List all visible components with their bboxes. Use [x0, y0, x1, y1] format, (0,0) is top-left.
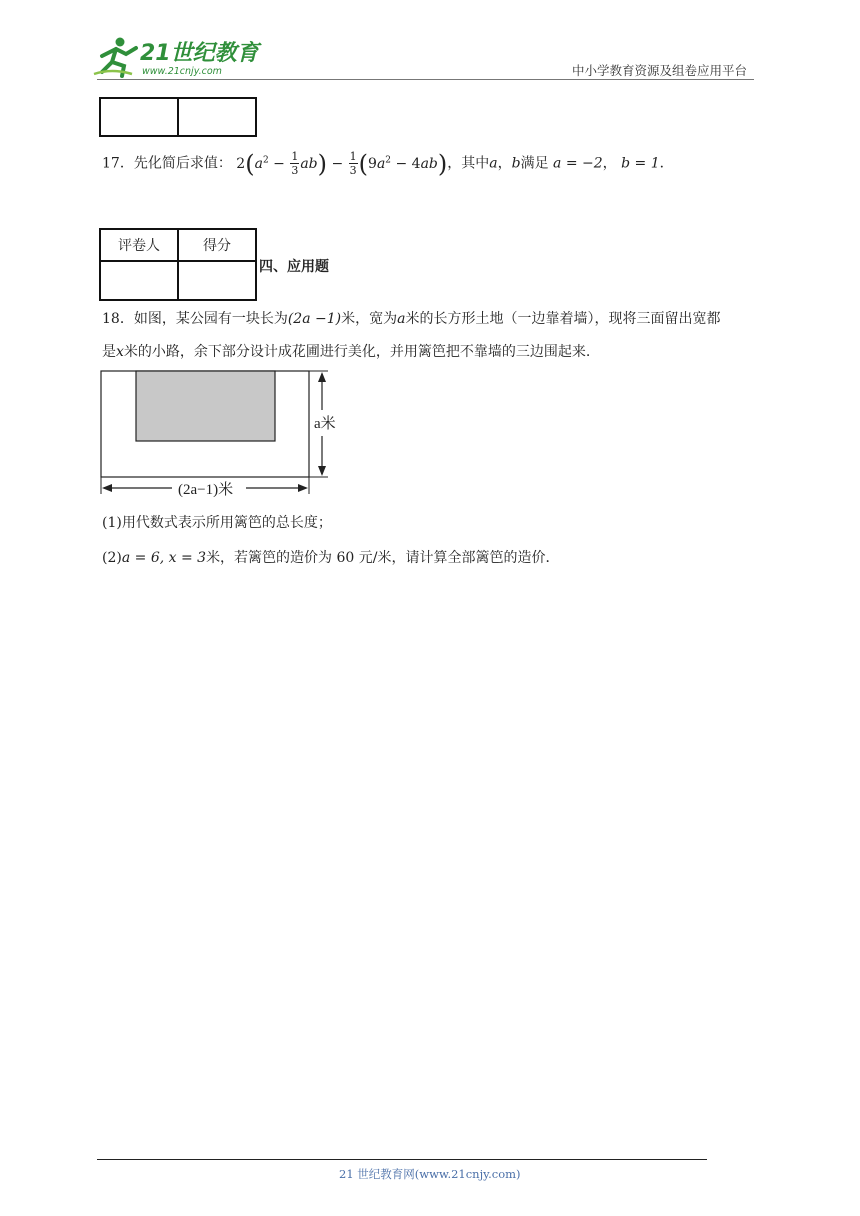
q17-satisfy: 满足: [520, 155, 549, 172]
q18-width-var: a: [397, 311, 406, 327]
q18-part-2-label: (2): [102, 550, 122, 566]
q17-prompt: 先化简后求值：: [133, 155, 232, 172]
flower-bed: [136, 371, 275, 441]
score-header: 得分: [178, 229, 256, 261]
logo-text: 21世纪教育: [140, 41, 259, 66]
grader-header: 评卷人: [100, 229, 178, 261]
q17-number: 17．: [102, 155, 134, 172]
grader-score-table: [99, 228, 257, 301]
empty-cell-2: [178, 98, 256, 136]
logo-url: www.21cnjy.com: [142, 66, 222, 77]
platform-name: 中小学教育资源及组卷应用平台: [572, 63, 748, 78]
q17-var-a: a: [489, 155, 498, 172]
q18-line-1: [102, 308, 720, 328]
q18-path-var: x: [116, 344, 124, 360]
q18-text-d: 是: [102, 344, 116, 360]
q17-cond-a: a = −2: [553, 155, 603, 172]
q18-part-1: (1)用代数式表示所用篱笆的总长度；: [102, 515, 332, 531]
q18-part-2: [102, 547, 560, 567]
header-divider: [97, 79, 754, 80]
score-cell: [178, 261, 256, 300]
arrow-down-icon: [318, 466, 326, 476]
empty-cell-1: [100, 98, 178, 136]
q18-text-c: 米的长方形土地（一边靠着墙），现将三面留出宽都: [405, 311, 721, 327]
arrow-left-icon: [102, 484, 112, 492]
q18-text-b: 米，宽为: [341, 311, 398, 327]
empty-score-table: [99, 97, 257, 137]
garden-figure: [96, 366, 356, 502]
q18-line-2: [102, 341, 590, 361]
q17-end: ．: [659, 155, 674, 172]
q18-length-expr: (2a −1): [287, 311, 342, 327]
q17-var-b: b: [511, 155, 521, 172]
q17-suffix: ，其中: [447, 155, 490, 172]
q17-expression: $2(a^2$ − $\frac{1}{3}$ ab) − $\frac{1}{3}$ $(9a^2 - 4ab)$: [236, 149, 448, 178]
q17-cond-b: b = 1: [621, 155, 660, 172]
runner-icon: [94, 38, 136, 77]
q17-comma: ，: [497, 155, 512, 172]
width-label: a米: [314, 416, 336, 432]
arrow-up-icon: [318, 372, 326, 382]
arrow-right-icon: [298, 484, 308, 492]
footer-divider: [97, 1159, 707, 1160]
q18-part-2-values: a = 6, x = 3: [121, 550, 207, 566]
q18-intro: 18．如图，某公园有一块长为: [102, 311, 288, 327]
q18-part-2-text: 米，若篱笆的造价为 60 元/米，请计算全部篱笆的造价．: [206, 550, 560, 566]
grader-cell: [100, 261, 178, 300]
q18-text-e: 米的小路，余下部分设计成花圃进行美化，并用篱笆把不靠墙的三边围起来.: [123, 344, 591, 360]
length-label: (2a−1)米: [178, 482, 234, 498]
site-logo: [92, 34, 262, 80]
section-title: 四、应用题: [259, 259, 329, 275]
footer-text: 21 世纪教育网(www.21cnjy.com): [339, 1167, 521, 1181]
q17-comma-2: ，: [602, 155, 617, 172]
question-17: [102, 150, 674, 177]
